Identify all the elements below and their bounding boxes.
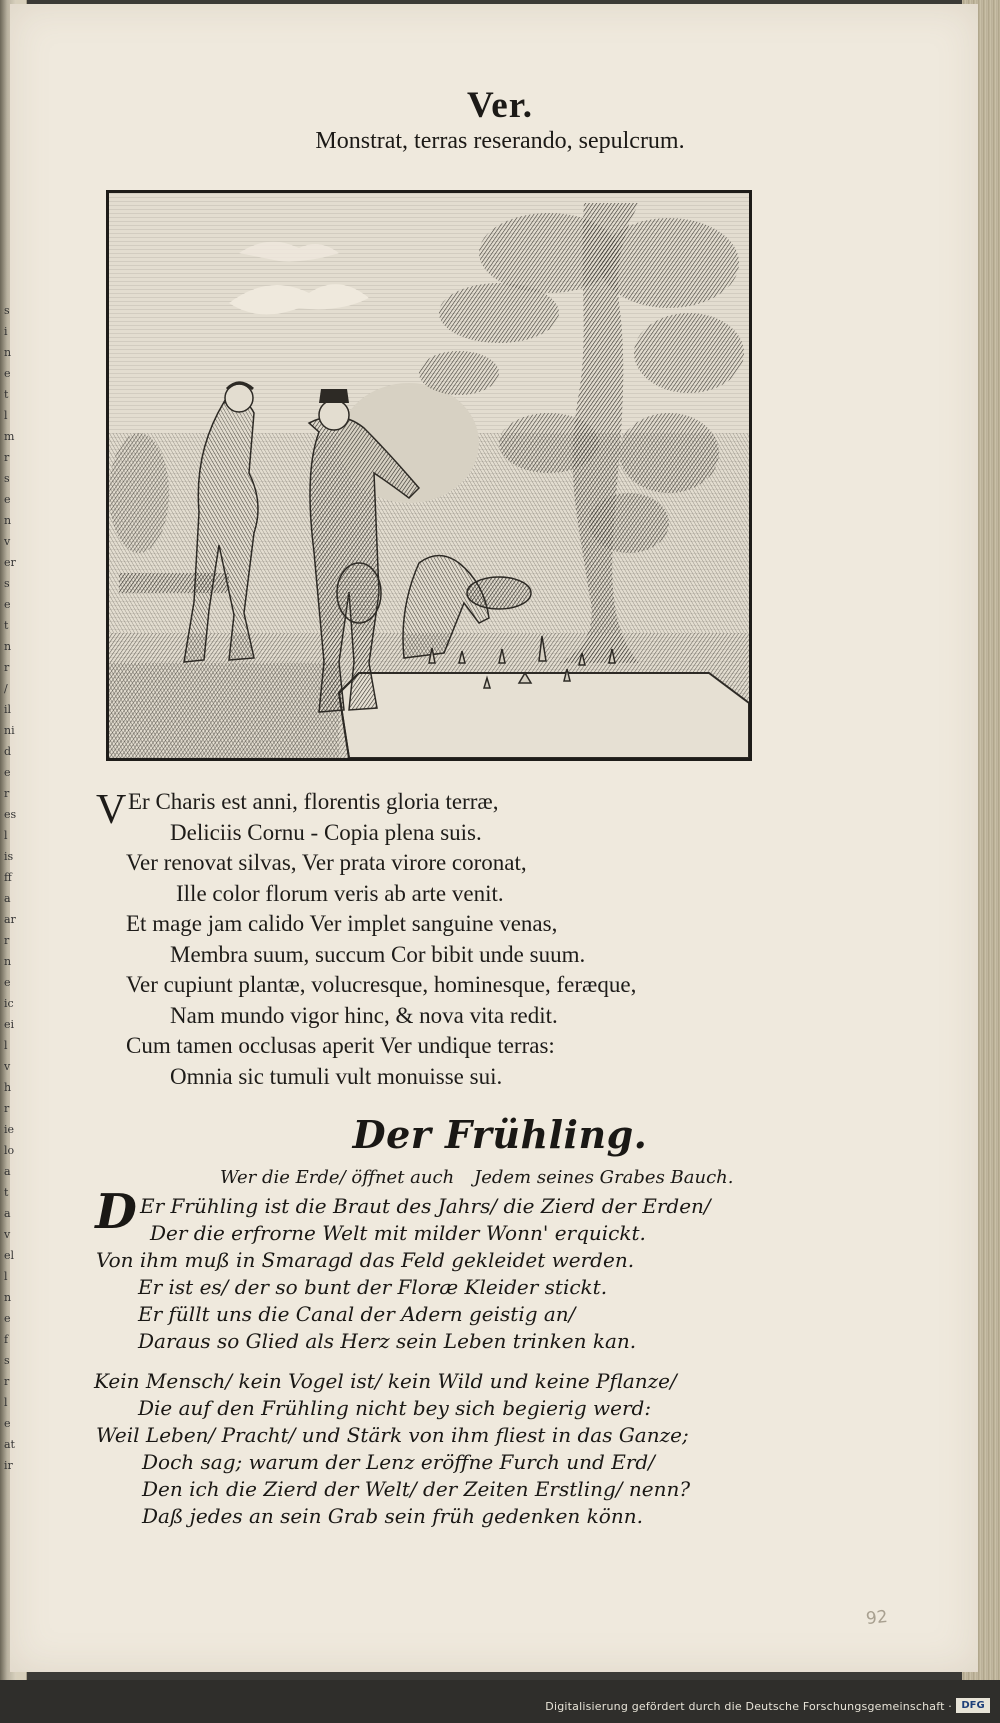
- margin-fragment: s: [4, 577, 10, 590]
- german-poem-line: Er füllt uns die Canal der Adern geistig an/: [138, 1302, 576, 1326]
- latin-poem-line: Nam mundo vigor hinc, & nova vita redit.: [170, 1002, 558, 1028]
- page-motto: Monstrat, terras reserando, sepulcrum.: [315, 128, 685, 154]
- margin-fragment: ar: [4, 913, 16, 926]
- margin-fragment: n: [4, 346, 12, 359]
- german-poem-line: Die auf den Frühling nicht bey sich begierig werd:: [138, 1396, 652, 1420]
- margin-fragment: r: [4, 1375, 10, 1388]
- margin-fragment: is: [4, 850, 14, 863]
- engraving-illustration: [106, 190, 752, 761]
- margin-fragment: l: [4, 1039, 8, 1052]
- margin-fragment: v: [4, 1060, 11, 1073]
- margin-fragment: a: [4, 1207, 11, 1220]
- margin-fragment: a: [4, 892, 11, 905]
- german-motto-left: Wer die Erde/ öffnet auch: [220, 1167, 455, 1188]
- latin-poem-line: Ver cupiunt plantæ, volucresque, hominesque, feræque,: [126, 972, 637, 997]
- page-number: 92: [865, 1606, 889, 1630]
- margin-fragment: h: [4, 1081, 12, 1094]
- margin-fragment: e: [4, 1312, 11, 1325]
- latin-poem-line: Et mage jam calido Ver implet sanguine venas,: [126, 911, 558, 936]
- german-poem-line: Daß jedes an sein Grab sein früh gedenken könn.: [142, 1504, 643, 1528]
- margin-fragment: e: [4, 598, 11, 611]
- margin-fragment: el: [4, 1249, 15, 1262]
- margin-fragment: e: [4, 493, 11, 506]
- margin-fragment: ff: [4, 871, 12, 884]
- margin-fragment: t: [4, 1186, 9, 1199]
- margin-fragment: d: [4, 745, 12, 758]
- margin-fragment: r: [4, 451, 10, 464]
- margin-fragment: l: [4, 409, 8, 422]
- page-title: Ver.: [466, 85, 534, 126]
- german-poem-line: Weil Leben/ Pracht/ und Stärk von ihm fliest in das Ganze;: [96, 1423, 689, 1447]
- german-poem-line: Er Frühling ist die Braut des Jahrs/ die Zierd der Erden/: [140, 1194, 711, 1218]
- margin-fragment: /: [4, 682, 8, 695]
- margin-fragment: ei: [4, 1018, 15, 1031]
- latin-poem-line: Membra suum, succum Cor bibit unde suum.: [170, 941, 586, 967]
- margin-fragment: e: [4, 367, 11, 380]
- margin-fragment: at: [4, 1438, 15, 1451]
- margin-fragment: ir: [4, 1459, 13, 1472]
- german-poem-line: Doch sag; warum der Lenz eröffne Furch und Erd/: [142, 1450, 655, 1474]
- margin-fragment: n: [4, 955, 12, 968]
- margin-fragment: r: [4, 661, 10, 674]
- margin-fragment: s: [4, 1354, 10, 1367]
- latin-poem-line: Omnia sic tumuli vult monuisse sui.: [170, 1063, 503, 1089]
- margin-fragment: e: [4, 976, 11, 989]
- footer-credit: Digitalisierung gefördert durch die Deutsche Forschungsgemeinschaft ·: [545, 1700, 952, 1713]
- german-poem-line: Er ist es/ der so bunt der Floræ Kleider stickt.: [138, 1275, 608, 1299]
- margin-fragment: r: [4, 934, 10, 947]
- margin-fragment: n: [4, 514, 12, 527]
- latin-poem-line: Ver renovat silvas, Ver prata virore coronat,: [126, 850, 527, 875]
- margin-fragment: a: [4, 1165, 11, 1178]
- margin-fragment: er: [4, 556, 16, 569]
- latin-poem-line: Deliciis Cornu - Copia plena suis.: [170, 819, 482, 845]
- margin-fragment: t: [4, 619, 9, 632]
- margin-fragment: r: [4, 1102, 10, 1115]
- dfg-logo: DFG: [956, 1698, 990, 1713]
- german-poem-line: Kein Mensch/ kein Vogel ist/ kein Wild und keine Pflanze/: [94, 1369, 677, 1393]
- margin-fragment: il: [4, 703, 12, 716]
- margin-fragment: n: [4, 640, 12, 653]
- margin-fragment: s: [4, 472, 10, 485]
- latin-drop-cap: V: [96, 787, 127, 833]
- margin-fragment: e: [4, 1417, 11, 1430]
- german-poem-title: Der Frühling.: [352, 1112, 648, 1157]
- latin-poem-line: Ille color florum veris ab arte venit.: [176, 880, 504, 906]
- german-poem-line: Den ich die Zierd der Welt/ der Zeiten Erstling/ nenn?: [142, 1477, 691, 1501]
- margin-fragment: i: [4, 325, 8, 338]
- margin-fragment: lo: [4, 1144, 15, 1157]
- spring-garden-engraving: [109, 193, 749, 758]
- margin-fragment: s: [4, 304, 10, 317]
- german-drop-cap: D: [95, 1184, 137, 1240]
- latin-poem-line: Er Charis est anni, florentis gloria terræ,: [128, 789, 499, 814]
- margin-fragment: ni: [4, 724, 15, 737]
- margin-fragment: m: [4, 430, 15, 443]
- german-poem-line: Daraus so Glied als Herz sein Leben trinken kan.: [138, 1329, 637, 1353]
- german-poem-line: Von ihm muß in Smaragd das Feld gekleidet werden.: [96, 1248, 635, 1272]
- margin-fragment: ie: [4, 1123, 15, 1136]
- margin-fragment: v: [4, 1228, 11, 1241]
- german-motto-right: Jedem seines Grabes Bauch.: [474, 1167, 734, 1188]
- margin-fragment: l: [4, 1270, 8, 1283]
- german-poem-line: Der die erfrorne Welt mit milder Wonn' erquickt.: [150, 1221, 646, 1245]
- margin-fragment: f: [4, 1333, 9, 1346]
- margin-fragment: l: [4, 829, 8, 842]
- margin-fragment: es: [4, 808, 17, 821]
- margin-fragment: v: [4, 535, 11, 548]
- latin-poem-line: Cum tamen occlusas aperit Ver undique terras:: [126, 1033, 555, 1058]
- margin-fragment: r: [4, 787, 10, 800]
- margin-fragment: l: [4, 1396, 8, 1409]
- margin-fragment: t: [4, 388, 9, 401]
- margin-fragment: ic: [4, 997, 14, 1010]
- margin-fragment: e: [4, 766, 11, 779]
- margin-fragment: n: [4, 1291, 12, 1304]
